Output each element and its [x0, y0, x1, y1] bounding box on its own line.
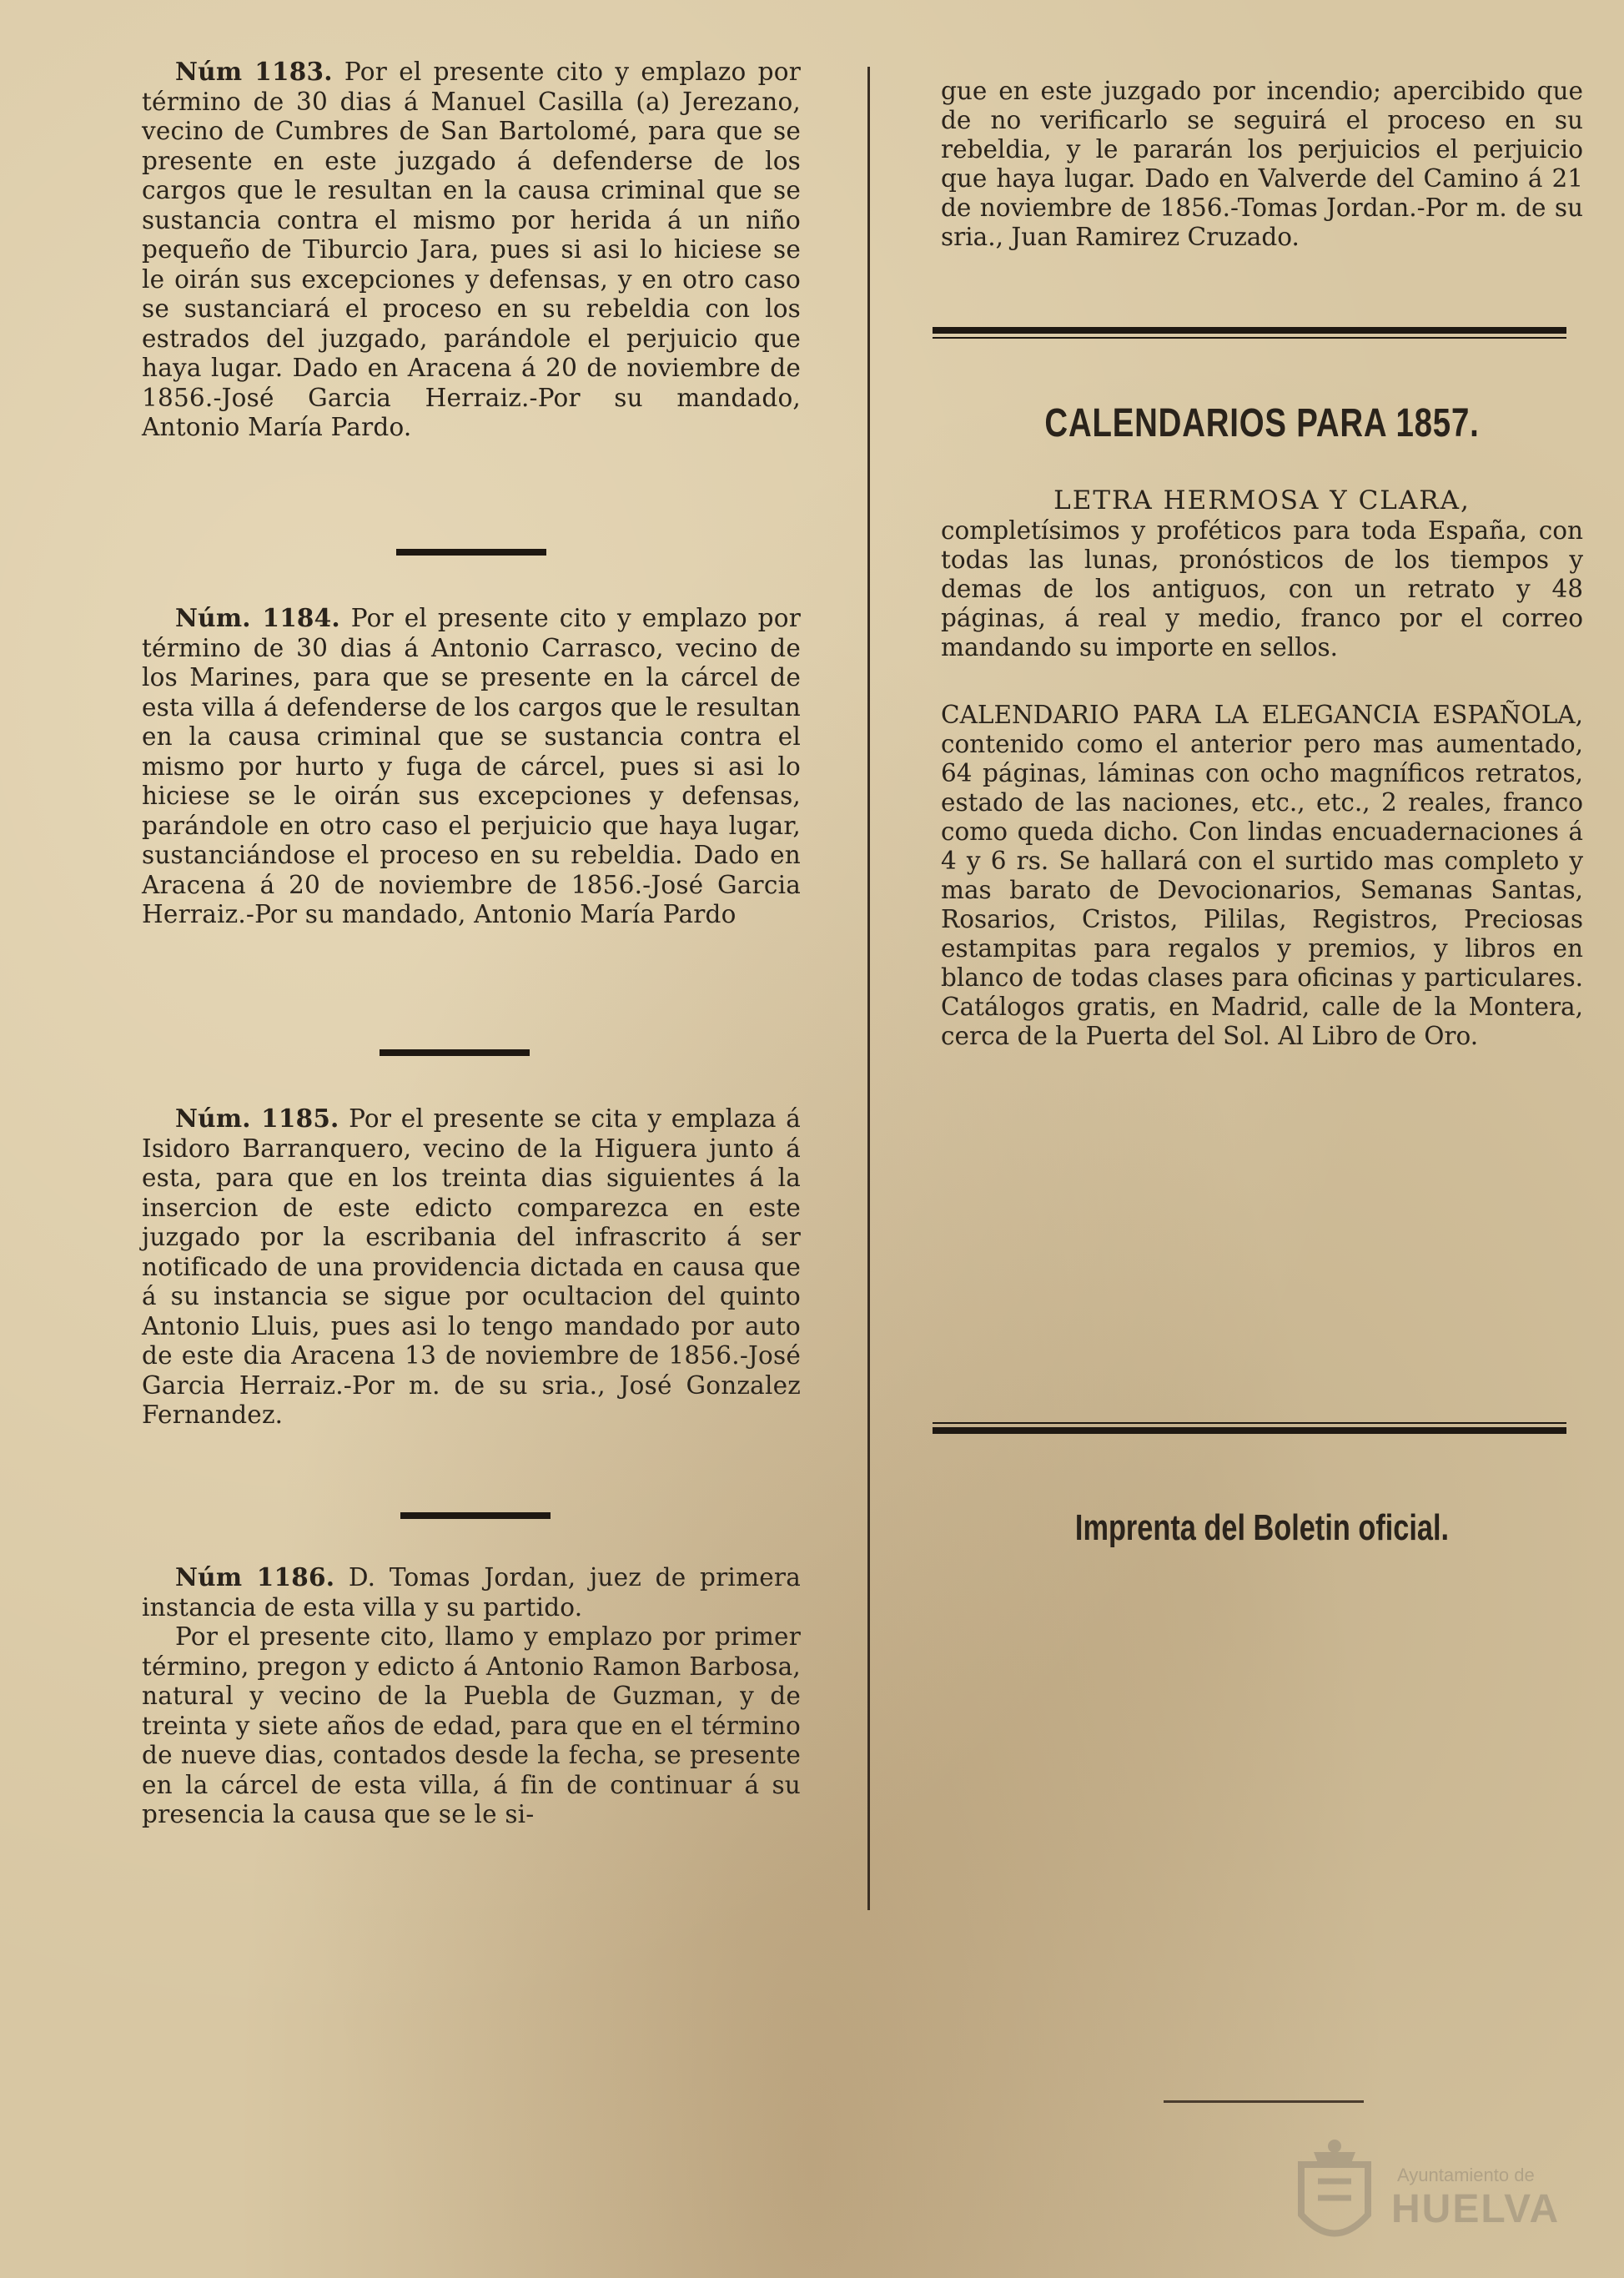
- double-rule: [933, 327, 1566, 339]
- separator-rule: [400, 1512, 551, 1519]
- edict-1186-continuation: [941, 77, 1583, 252]
- double-rule: [933, 1422, 1566, 1434]
- edict-1183: [142, 57, 801, 443]
- watermark-line2: HUELVA: [1391, 2187, 1561, 2231]
- calendar-ad-1: [941, 516, 1583, 662]
- separator-rule: [396, 549, 546, 556]
- archive-watermark: [1268, 2115, 1568, 2265]
- edict-text: Por el presente cito y emplazo por término de 30 dias á Antonio Carrasco, vecino de los Marines, para que se presente en la cárcel de esta villa á defenderse de los cargos que le resultan en la causa criminal que se sustancia contra el mismo por hurto y fuga de cárcel, pues si asi lo hiciese se le oirán sus excepciones y defensas, parándole en otro caso el perjuicio que haya lugar, sustanciándose el proceso en su rebeldia. Dado en Aracena á 20 de noviembre de 1856.-José Garcia Herraiz.-Por su mandado, Antonio María Pardo: [142, 604, 802, 928]
- calendar-subhead: LETRA HERMOSA Y CLARA,: [1053, 485, 1471, 515]
- edict-text-continued: Por el presente cito, llamo y emplazo por primer término, pregon y edicto á Antonio Ramon Barbosa, natural y vecino de la Puebla de Guzman, y de treinta y siete años de edad, para que en el término de nueve dias, contados desde la fecha, se presente en la cárcel de esta villa, á fin de continuar á su presencia la causa que se le si-: [142, 1622, 801, 1828]
- bottom-rule: [1164, 2100, 1364, 2103]
- calendar-ad-2: [941, 701, 1583, 1051]
- edict-text: Por el presente se cita y emplaza á Isidoro Barranquero, vecino de la Higuera junto á esta, para que en los treinta dias siguientes á la insercion de este edicto comparezca en este juzgado por la escribania del infrascrito á ser notificado de una providencia dictada en causa que á su instancia se sigue por ocultacion del quinto Antonio Lluis, pues asi lo tengo mandado por auto de este dia Aracena 13 de noviembre de 1856.-José Garcia Herraiz.-Por m. de su sria., José Gonzalez Fernandez.: [142, 1104, 802, 1429]
- printer-imprint: Imprenta del Boletin oficial.: [1074, 1507, 1450, 1548]
- edict-1184: [142, 603, 801, 930]
- calendar-headline: CALENDARIOS PARA 1857.: [1044, 401, 1480, 445]
- edict-number: Núm. 1185.: [175, 1104, 339, 1133]
- watermark-line1: Ayuntamiento de: [1397, 2165, 1535, 2185]
- column-divider: [867, 67, 870, 1910]
- ad-text: completísimos y proféticos para toda España, con todas las lunas, pronósticos de los tiempos y demas de los antiguos, con un retrato y 48 páginas, á real y medio, franco por el correo mandando su importe en sellos.: [941, 516, 1583, 661]
- edict-1185: [142, 1104, 801, 1431]
- edict-text: D. Tomas Jordan, juez de primera instancia de esta villa y su partido.: [142, 1563, 801, 1622]
- ad-text: CALENDARIO PARA LA ELEGANCIA ESPAÑOLA, contenido como el anterior pero mas aumentado, 64 páginas, láminas con ocho magníficos retratos, estado de las naciones, etc., etc., 2 reales, franco como queda dicho. Con lindas encuadernaciones á 4 y 6 rs. Se hallará con el surtido mas completo y mas barato de Devocionarios, Semanas Santas, Rosarios, Cristos, Pililas, Registros, Preciosas estampitas para regalos y premios, y libros en blanco de todas clases para oficinas y particulares. Catálogos gratis, en Madrid, calle de la Montera, cerca de la Puerta del Sol. Al Libro de Oro.: [941, 701, 1583, 1050]
- edict-number: Núm 1183.: [175, 57, 333, 86]
- edict-number: Núm 1186.: [175, 1562, 335, 1592]
- edict-number: Núm. 1184.: [175, 603, 340, 632]
- edict-text: Por el presente cito y emplazo por término de 30 dias á Manuel Casilla (a) Jerezano, vecino de Cumbres de San Bartolomé, para que se presente en este juzgado á defenderse de los cargos que le resultan en la causa criminal que se sustancia contra el mismo por herida á un niño pequeño de Tiburcio Jara, pues si asi lo hiciese se le oirán sus excepciones y defensas, y en otro caso se sustanciará el proceso en su rebeldia con los estrados del juzgado, parándole el perjuicio que haya lugar. Dado en Aracena á 20 de noviembre de 1856.-José Garcia Herraiz.-Por su mandado, Antonio María Pardo.: [142, 58, 802, 441]
- edict-1186: [142, 1562, 801, 1830]
- coat-of-arms-icon: [1285, 2131, 1385, 2256]
- separator-rule: [380, 1049, 530, 1056]
- continuation-text: gue en este juzgado por incendio; apercibido que de no verificarlo se seguirá el proceso en su rebeldia, y le pararán los perjuicios el perjuicio que haya lugar. Dado en Valverde del Camino á 21 de noviembre de 1856.-Tomas Jordan.-Por m. de su sria., Juan Ramirez Cruzado.: [941, 77, 1583, 251]
